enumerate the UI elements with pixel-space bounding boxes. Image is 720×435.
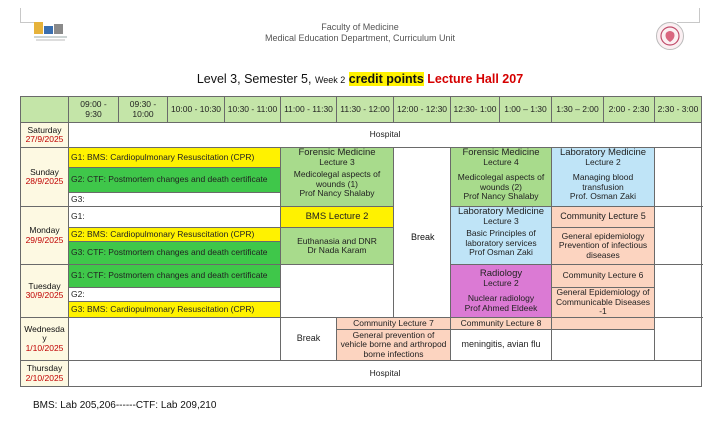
day-cell-thursday (21, 361, 69, 387)
day-name: Wednesda (24, 323, 65, 334)
lecture-title: Forensic Medicine (462, 147, 540, 158)
header-corner (21, 97, 69, 123)
sunday-forensic-lecture-3 (281, 148, 394, 207)
time-slot: 2:30 - 3:00 (655, 97, 702, 123)
day-cell-sunday (21, 148, 69, 207)
tuesday-g1: G1: CTF: Postmortem changes and death certificate (69, 265, 281, 288)
lecture-prof: Prof Nancy Shalaby (299, 188, 375, 198)
day-date: 28/9/2025 (25, 176, 64, 186)
lecture-number: Lecture 2 (483, 277, 519, 288)
time-slot: 1:30 – 2:00 (552, 97, 604, 123)
time-slot: 1:00 – 1:30 (500, 97, 552, 123)
lecture-topic: Euthanasia and DNR (297, 235, 377, 246)
wednesday-community-lecture-7: Community Lecture 7 (337, 318, 451, 330)
department-name: Medical Education Department, Curriculum Unit (264, 33, 456, 43)
wednesday-empty-morning (69, 318, 281, 361)
time-slot: 09:30 - 10:00 (119, 97, 168, 123)
lecture-prof: Prof Nancy Shalaby (463, 191, 539, 201)
tuesday-g2: G2: (69, 288, 281, 302)
thursday-row (21, 361, 702, 387)
footer-labs: BMS: Lab 205,206------CTF: Lab 209,210 (33, 400, 217, 411)
monday-g1: G1: (69, 207, 281, 228)
day-date: 2/10/2025 (25, 372, 64, 383)
tuesday-community-lecture-6: Community Lecture 6 (552, 265, 655, 288)
wednesday-community7-topic: General prevention of vehicle borne and arthropod borne infections (337, 330, 451, 361)
time-slot: 12:30- 1:00 (451, 97, 500, 123)
time-slot: 12:00 - 12:30 (394, 97, 451, 123)
wednesday-peach-slot (552, 318, 655, 330)
time-slot: 09:00 - 9:30 (69, 97, 119, 123)
monday-break-label: Break (411, 232, 435, 242)
day-name: Monday (29, 225, 60, 235)
day-date: 27/9/2025 (25, 134, 64, 144)
lecture-title: Laboratory Medicine (559, 147, 647, 158)
lecture-number: Lecture 2 (585, 156, 621, 167)
lecture-topic: Medicolegal aspects of wounds (1) (293, 169, 381, 189)
day-cell-saturday (21, 123, 69, 148)
monday-empty-afternoon (655, 207, 702, 265)
wednesday-break: Break (281, 318, 337, 361)
lecture-number: Lecture 3 (483, 215, 519, 226)
title-week: Week 2 (314, 75, 346, 85)
lecture-topic: Nuclear radiology (467, 293, 535, 303)
monday-g3: G3: CTF: Postmortem changes and death certificate (69, 242, 281, 265)
sunday-row (21, 148, 702, 168)
faculty-name: Faculty of Medicine (321, 22, 399, 32)
lecture-title: Forensic Medicine (298, 147, 376, 158)
crop-mark-top-right (677, 8, 700, 23)
sunday-g2: G2: CTF: Postmortem changes and death certificate (69, 168, 281, 193)
tuesday-row (21, 265, 702, 288)
wednesday-empty-slot (552, 330, 655, 361)
sunday-forensic-lecture-4 (451, 148, 552, 207)
day-cell-wednesday (21, 318, 69, 361)
lecture-prof: Dr Nada Karam (307, 245, 367, 255)
lecture-prof: Prof Ahmed Eldeek (464, 302, 538, 313)
lecture-topic: Basic Principles of laboratory services (465, 228, 537, 248)
lecture-topic: Medicolegal aspects of wounds (2) (457, 172, 545, 192)
monday-laboratory-lecture-3 (451, 207, 552, 265)
monday-community-topic: General epidemiology Prevention of infectious diseases (552, 228, 655, 265)
saturday-row (21, 123, 702, 148)
time-slot: 2:00 - 2:30 (604, 97, 655, 123)
lecture-number: Lecture 3 (319, 156, 355, 167)
lecture-title: Laboratory Medicine (457, 206, 545, 217)
sunday-g1: G1: BMS: Cardiopulmonary Resuscitation (CPR) (69, 148, 281, 168)
lecture-prof: Prof Osman Zaki (469, 247, 533, 257)
tuesday-empty-afternoon (655, 265, 702, 318)
time-slot: 11:30 - 12:00 (337, 97, 394, 123)
day-date: 30/9/2025 (25, 290, 64, 300)
wednesday-community-lecture-8: Community Lecture 8 (451, 318, 552, 330)
time-slot: 10:00 - 10:30 (168, 97, 225, 123)
day-name-wrap: y (42, 333, 47, 344)
monday-g2: G2: BMS: Cardiopulmonary Resuscitation (CPR) (69, 228, 281, 242)
day-name: Tuesday (28, 280, 61, 291)
monday-community-lecture-5: Community Lecture 5 (552, 207, 655, 228)
monday-row (21, 207, 702, 228)
thursday-hospital: Hospital (69, 361, 702, 387)
day-cell-tuesday (21, 265, 69, 318)
saturday-hospital: Hospital (69, 123, 702, 148)
wednesday-empty-afternoon (655, 318, 702, 361)
wednesday-community8-topic: meningitis, avian flu (451, 330, 552, 361)
title-credit-points: credit points (348, 72, 424, 86)
schedule-table (20, 96, 702, 387)
monday-bms-lecture-2: BMS Lecture 2 (281, 207, 394, 228)
time-slot: 10:30 - 11:00 (225, 97, 281, 123)
tuesday-community-topic: General Epidemiology of Communicable Diseases -1 (552, 288, 655, 318)
monday-euthanasia (281, 228, 394, 265)
day-name: Saturday (27, 124, 62, 135)
day-date: 29/9/2025 (25, 234, 64, 245)
sunday-empty-afternoon (655, 148, 702, 207)
sunday-laboratory-lecture-2 (552, 148, 655, 207)
tuesday-g3: G3: BMS: Cardiopulmonary Resuscitation (CPR) (69, 302, 281, 318)
tuesday-radiology-lecture-2 (451, 265, 552, 318)
lecture-prof: Prof. Osman Zaki (569, 191, 637, 201)
title-lecture-hall: Lecture Hall 207 (427, 72, 524, 86)
monday-row-g2 (21, 228, 702, 242)
lecture-number: Lecture 4 (483, 156, 519, 167)
day-cell-monday (21, 207, 69, 265)
wednesday-row (21, 318, 702, 330)
sunday-g3: G3: (69, 193, 281, 207)
page-title (0, 72, 720, 86)
day-name: Thursday (26, 363, 63, 373)
time-header-row (21, 97, 702, 123)
lecture-title: Radiology (479, 268, 523, 279)
day-name: Sunday (30, 166, 59, 177)
lecture-topic: Managing blood transfusion (572, 172, 634, 192)
time-slot: 11:00 - 11:30 (281, 97, 337, 123)
title-level: Level 3, Semester 5, (196, 72, 315, 86)
day-date: 1/10/2025 (25, 342, 64, 353)
tuesday-empty-midday (281, 265, 394, 318)
